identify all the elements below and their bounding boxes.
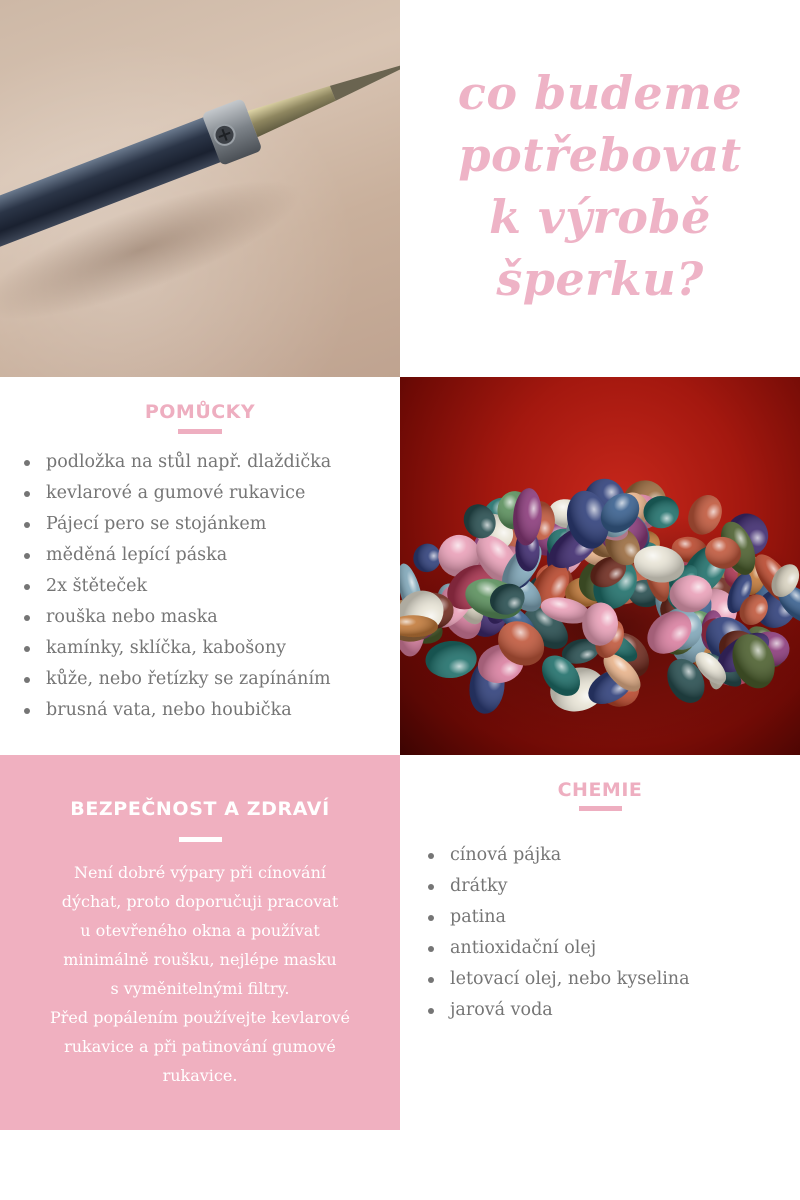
chemistry-list bbox=[426, 840, 690, 1026]
chemistry-heading-underline bbox=[579, 806, 622, 811]
gemstones-illustration bbox=[400, 377, 800, 755]
safety-text-line: u otevřeného okna a používat bbox=[80, 921, 320, 940]
safety-text-line: dýchat, proto doporučuji pracovat bbox=[61, 892, 339, 911]
list-item: jarová voda bbox=[426, 995, 690, 1026]
safety-paragraph bbox=[20, 858, 380, 1090]
safety-heading-underline bbox=[179, 837, 222, 842]
chemistry-heading: CHEMIE bbox=[557, 779, 643, 801]
safety-heading: BEZPEČNOST A ZDRAVÍ bbox=[70, 798, 330, 820]
list-item: patina bbox=[426, 902, 690, 933]
list-item: kůže, nebo řetízky se zapínáním bbox=[22, 664, 331, 695]
safety-text-line: rukavice a při patinování gumové bbox=[64, 1037, 336, 1056]
safety-text-line: Před popálením používejte kevlarové bbox=[50, 1008, 350, 1027]
gemstones-photo bbox=[400, 377, 800, 755]
list-item: kevlarové a gumové rukavice bbox=[22, 478, 331, 509]
list-item: kamínky, sklíčka, kabošony bbox=[22, 633, 331, 664]
tools-section bbox=[0, 377, 400, 755]
title-line: co budeme bbox=[457, 66, 743, 120]
list-item: rouška nebo maska bbox=[22, 602, 331, 633]
list-item: měděná lepící páska bbox=[22, 540, 331, 571]
list-item: podložka na stůl např. dlaždička bbox=[22, 447, 331, 478]
list-item: antioxidační olej bbox=[426, 933, 690, 964]
list-item: cínová pájka bbox=[426, 840, 690, 871]
list-item: 2x štěteček bbox=[22, 571, 331, 602]
tools-heading: POMŮCKY bbox=[144, 401, 256, 423]
bottom-whitespace bbox=[0, 1130, 400, 1200]
list-item: Pájecí pero se stojánkem bbox=[22, 509, 331, 540]
soldering-pen-photo bbox=[0, 0, 400, 377]
tools-heading-underline bbox=[178, 429, 222, 434]
tools-list bbox=[22, 447, 331, 726]
safety-section bbox=[0, 755, 400, 1130]
safety-text-line: rukavice. bbox=[162, 1066, 238, 1085]
page-title bbox=[400, 62, 800, 310]
title-panel bbox=[400, 0, 800, 377]
title-line: k výrobě bbox=[489, 190, 711, 244]
title-line: potřebovat bbox=[458, 128, 742, 182]
chemistry-section bbox=[400, 755, 800, 1200]
soldering-pen-illustration bbox=[0, 0, 400, 377]
title-line: šperku? bbox=[496, 252, 704, 306]
list-item: letovací olej, nebo kyselina bbox=[426, 964, 690, 995]
safety-text-line: Není dobré výpary při cínování bbox=[73, 863, 327, 882]
list-item: brusná vata, nebo houbička bbox=[22, 695, 331, 726]
safety-text-line: minimálně roušku, nejlépe masku bbox=[63, 950, 337, 969]
list-item: drátky bbox=[426, 871, 690, 902]
safety-text-line: s vyměnitelnými filtry. bbox=[110, 979, 290, 998]
